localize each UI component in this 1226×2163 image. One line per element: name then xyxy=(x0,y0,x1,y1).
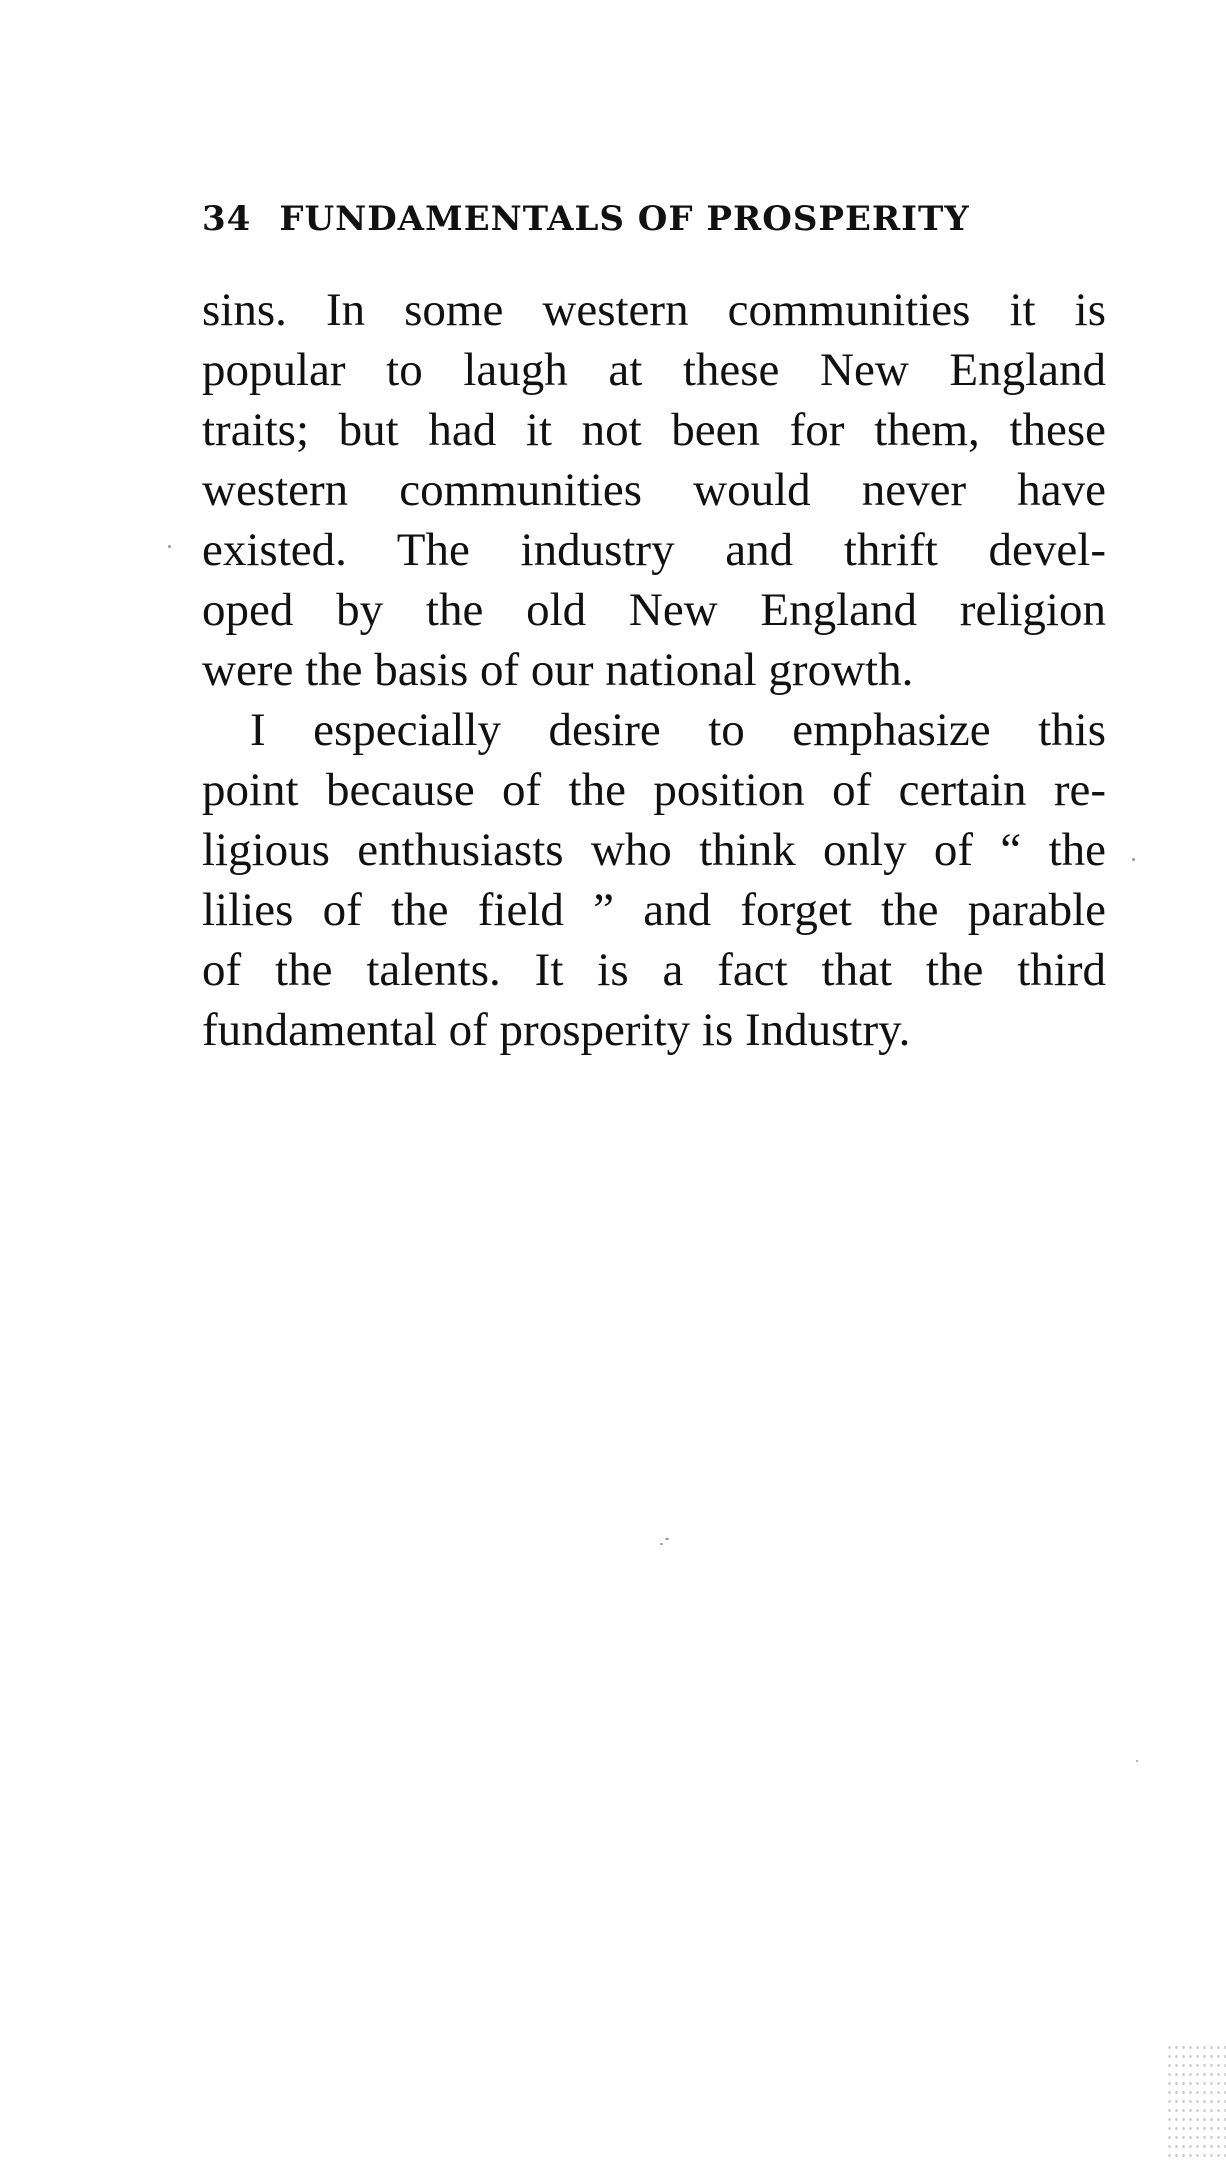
text-line: western communities would never have xyxy=(202,464,1106,516)
text-line: existed. The industry and thrift devel- xyxy=(202,524,1106,576)
text-line: popular to laugh at these New England xyxy=(202,344,1106,396)
text-line: oped by the old New England religion xyxy=(202,584,1106,636)
paragraph-2 xyxy=(202,700,1106,1060)
scan-noise xyxy=(1166,2043,1226,2163)
scan-speck xyxy=(1136,1760,1138,1762)
text-line: ligious enthusiasts who think only of “ the xyxy=(202,824,1106,876)
running-head xyxy=(202,196,1062,242)
text-line: of the talents. It is a fact that the third xyxy=(202,944,1106,996)
scan-speck xyxy=(660,1543,663,1545)
text-line: were the basis of our national growth. xyxy=(202,644,914,696)
text-line: traits; but had it not been for them, these xyxy=(202,404,1106,456)
text-line: fundamental of prosperity is Industry. xyxy=(202,1004,911,1056)
scan-speck xyxy=(168,545,171,548)
page-number: 34 xyxy=(202,199,252,239)
text-line: point because of the position of certain re- xyxy=(202,764,1106,816)
text-line: I especially desire to emphasize this xyxy=(250,704,1106,756)
text-line: sins. In some western communities it is xyxy=(202,284,1106,336)
scan-speck xyxy=(1132,858,1135,861)
body-text xyxy=(202,280,1106,1060)
running-title: FUNDAMENTALS OF PROSPERITY xyxy=(279,199,970,239)
scan-speck xyxy=(665,1538,669,1540)
text-line: lilies of the field ” and forget the parable xyxy=(202,884,1106,936)
paragraph-1 xyxy=(202,280,1106,700)
